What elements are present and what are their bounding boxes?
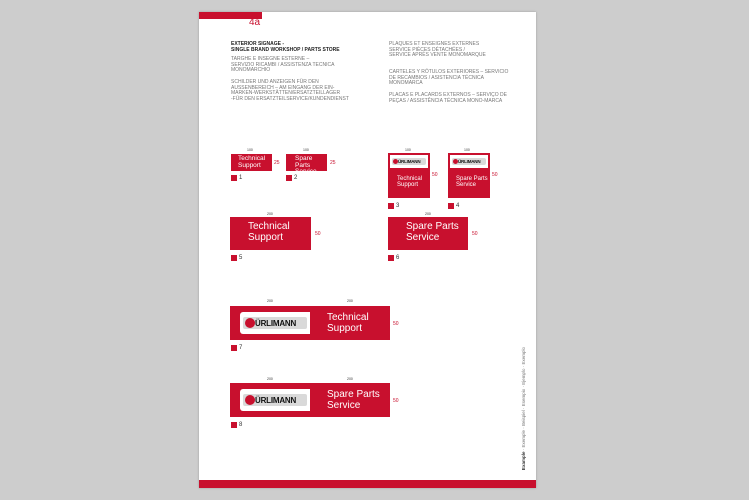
item-marker <box>231 175 237 181</box>
dimension-label: 200 <box>267 212 273 216</box>
logo-panel <box>390 155 428 168</box>
item-marker <box>286 175 292 181</box>
dimension-label: 50 <box>432 172 438 178</box>
catalog-page <box>199 12 536 488</box>
logo-mark-icon <box>245 395 255 405</box>
sign-spare-parts-long <box>230 383 390 417</box>
dimension-label: 50 <box>472 231 478 237</box>
dimension-label: 200 <box>267 377 273 381</box>
dimension-label: 200 <box>267 299 273 303</box>
item-number: 4 <box>456 203 460 209</box>
sign-spare-parts-large <box>388 217 468 250</box>
side-note-bold: Example <box>521 451 526 471</box>
item-number: 1 <box>239 175 243 181</box>
text-french: PLAQUES ET ENSEIGNES EXTERNES SERVICE PIÈCES DÉTACHÉES / SERVICE APRÈS VENTE MONOMARQUE <box>389 41 486 59</box>
item-number: 7 <box>239 345 243 351</box>
sign-technical-support-long <box>230 306 390 340</box>
item-number: 6 <box>396 255 400 261</box>
sign-label: Spare Parts Service <box>327 389 380 411</box>
item-number: 5 <box>239 255 243 261</box>
example-side-note <box>521 347 526 470</box>
sign-label: Spare Parts Service <box>406 221 459 243</box>
dimension-label: 200 <box>347 377 353 381</box>
item-number: 8 <box>239 422 243 428</box>
item-marker <box>231 345 237 351</box>
item-marker <box>388 203 394 209</box>
dimension-label: 25 <box>274 160 280 166</box>
sign-label: Spare Parts Service <box>295 155 317 175</box>
sign-spare-parts-logo-small <box>448 153 490 198</box>
dimension-label: 200 <box>425 212 431 216</box>
sign-spare-parts-small <box>286 154 327 175</box>
dimension-label: 100 <box>464 148 470 152</box>
page-number: 4a <box>249 17 261 28</box>
logo-wordmark: ÜRLIMANN <box>255 319 297 328</box>
dimension-label: 100 <box>405 148 411 152</box>
item-marker <box>231 422 237 428</box>
dimension-label: 50 <box>393 321 399 327</box>
sign-label: Technical Support <box>238 155 266 169</box>
logo-wordmark: ÜRLIMANN <box>458 159 481 164</box>
dimension-label: 25 <box>330 160 336 166</box>
sign-technical-support-small <box>231 154 272 171</box>
heading-english: EXTERIOR SIGNAGE - SINGLE BRAND WORKSHOP / PARTS STORE <box>231 41 340 53</box>
sign-label: Technical Support <box>248 221 290 243</box>
item-marker <box>388 255 394 261</box>
dimension-label: 200 <box>347 299 353 303</box>
item-number: 2 <box>294 175 298 181</box>
logo-mark-icon <box>245 318 255 328</box>
dimension-label: 50 <box>393 398 399 404</box>
logo-panel <box>240 312 310 334</box>
page-footer-bar <box>199 480 536 488</box>
sign-technical-support-logo-small <box>388 153 430 198</box>
sign-label: Technical Support <box>327 312 369 334</box>
logo-wordmark: ÜRLIMANN <box>398 159 421 164</box>
sign-label: Technical Support <box>397 176 423 188</box>
item-number: 3 <box>396 203 400 209</box>
dimension-label: 100 <box>247 148 253 152</box>
dimension-label: 50 <box>492 172 498 178</box>
text-german: SCHILDER UND ANZEIGEN FÜR DEN AUSSENBEREICH – AM EINGANG DER EIN- MARKEN-WERKSTÄTTEN/ERSATZTEILLAGER -FÜR DEN ERSATZTEILSERVICE/KUNDENDIENST <box>231 79 349 102</box>
dimension-label: 100 <box>303 148 309 152</box>
sign-label: Spare Parts Service <box>456 176 488 188</box>
sign-technical-support-large <box>230 217 311 250</box>
text-portuguese: PLACAS E PLACARDS EXTERNOS – SERVIÇO DE PEÇAS / ASSISTÊNCIA TÉCNICA MONO-MARCA <box>389 92 508 104</box>
logo-panel <box>450 155 488 168</box>
dimension-label: 50 <box>315 231 321 237</box>
side-note-rest: · Exemple · Beispiel · Esempio · Ejemplo · Exemplo <box>521 347 526 452</box>
text-spanish: CARTELES Y RÓTULOS EXTERIORES – SERVICIO DE RECAMBIOS / ASISTENCIA TÉCNICA MONOMARCA <box>389 69 509 87</box>
item-marker <box>231 255 237 261</box>
logo-wordmark: ÜRLIMANN <box>255 396 297 405</box>
item-marker <box>448 203 454 209</box>
text-italian: TARGHE E INSEGNE ESTERNE – SERVIZIO RICAMBI / ASSISTENZA TECNICA MONOMARCHIO <box>231 56 335 74</box>
logo-panel <box>240 389 310 411</box>
